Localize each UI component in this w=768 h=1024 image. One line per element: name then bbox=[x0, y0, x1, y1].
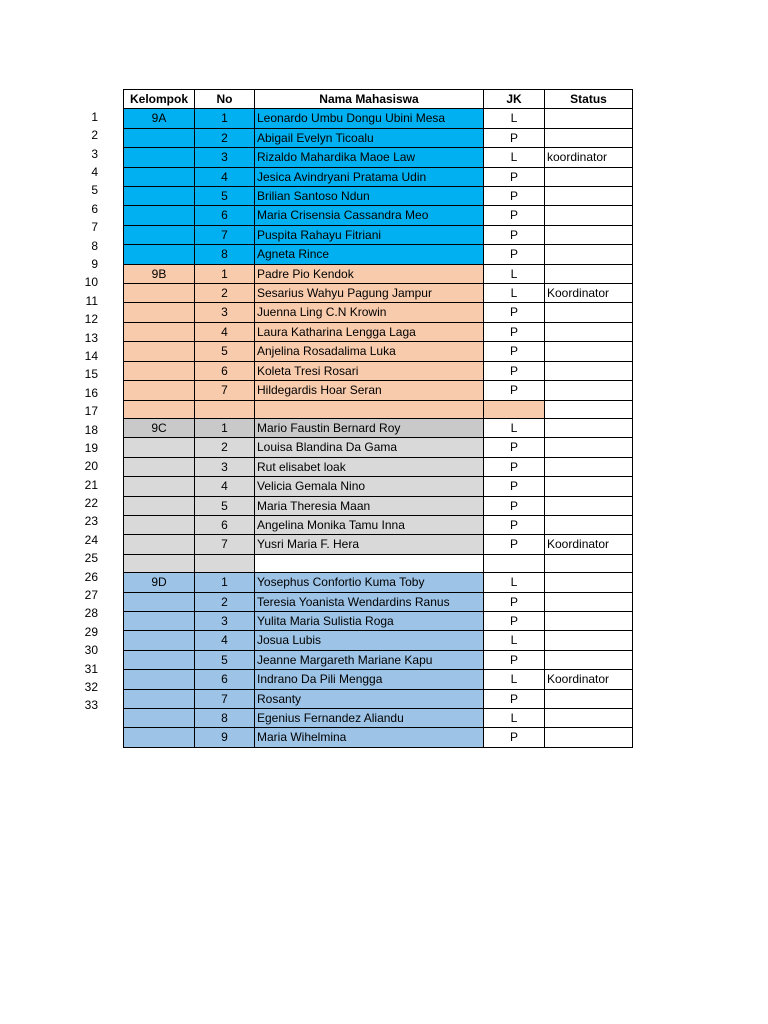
table-row bbox=[124, 573, 633, 592]
cell-no[interactable]: 6 bbox=[195, 361, 255, 380]
table-row bbox=[124, 225, 633, 244]
cell-kelompok[interactable] bbox=[124, 592, 195, 611]
table-row bbox=[124, 689, 633, 708]
table-row bbox=[124, 631, 633, 650]
table-row bbox=[124, 457, 633, 476]
cell-nama[interactable]: Louisa Blandina Da Gama bbox=[255, 438, 484, 457]
cell-no[interactable]: 5 bbox=[195, 187, 255, 206]
header-jk: JK bbox=[484, 90, 545, 109]
cell-no[interactable]: 5 bbox=[195, 496, 255, 515]
cell-status[interactable] bbox=[545, 361, 633, 380]
row-number: 2 bbox=[91, 128, 98, 143]
cell-no[interactable]: 6 bbox=[195, 670, 255, 689]
cell-no[interactable]: 2 bbox=[195, 438, 255, 457]
row-number: 14 bbox=[84, 348, 98, 363]
row-number: 6 bbox=[91, 201, 98, 216]
cell-nama[interactable]: Maria Theresia Maan bbox=[255, 496, 484, 515]
cell-nama[interactable]: Jeanne Margareth Mariane Kapu bbox=[255, 650, 484, 669]
cell-no[interactable]: 2 bbox=[195, 592, 255, 611]
cell-jk[interactable]: P bbox=[484, 496, 545, 515]
cell-kelompok[interactable] bbox=[124, 245, 195, 264]
cell-nama[interactable]: Rut elisabet loak bbox=[255, 457, 484, 476]
cell-kelompok[interactable] bbox=[124, 689, 195, 708]
row-number-column bbox=[60, 108, 116, 715]
cell-jk[interactable]: L bbox=[484, 148, 545, 167]
cell-jk[interactable]: L bbox=[484, 264, 545, 283]
cell-kelompok[interactable] bbox=[124, 303, 195, 322]
cell-nama[interactable] bbox=[255, 554, 484, 572]
cell-kelompok[interactable]: 9A bbox=[124, 109, 195, 128]
cell-status[interactable] bbox=[545, 342, 633, 361]
cell-jk[interactable]: P bbox=[484, 167, 545, 186]
table-row bbox=[124, 167, 633, 186]
header-kelompok: Kelompok bbox=[124, 90, 195, 109]
cell-status[interactable]: Koordinator bbox=[545, 670, 633, 689]
cell-nama[interactable]: Agneta Rince bbox=[255, 245, 484, 264]
row-number: 3 bbox=[91, 146, 98, 161]
row-number: 25 bbox=[84, 551, 98, 566]
cell-status[interactable] bbox=[545, 650, 633, 669]
table-row bbox=[124, 708, 633, 727]
cell-jk[interactable]: P bbox=[484, 611, 545, 630]
cell-jk[interactable]: P bbox=[484, 381, 545, 400]
table-row bbox=[124, 554, 633, 572]
cell-jk[interactable]: P bbox=[484, 225, 545, 244]
cell-status[interactable] bbox=[545, 573, 633, 592]
cell-jk[interactable]: L bbox=[484, 109, 545, 128]
cell-status[interactable] bbox=[545, 554, 633, 572]
cell-status[interactable] bbox=[545, 477, 633, 496]
cell-kelompok[interactable] bbox=[124, 650, 195, 669]
table-row bbox=[124, 611, 633, 630]
cell-status[interactable] bbox=[545, 496, 633, 515]
cell-jk[interactable]: L bbox=[484, 284, 545, 303]
table-row bbox=[124, 535, 633, 554]
row-number: 11 bbox=[85, 293, 98, 308]
table-row bbox=[124, 303, 633, 322]
cell-nama[interactable]: Mario Faustin Bernard Roy bbox=[255, 418, 484, 437]
row-number: 1 bbox=[91, 109, 98, 124]
cell-nama[interactable]: Jesica Avindryani Pratama Udin bbox=[255, 167, 484, 186]
cell-jk[interactable]: P bbox=[484, 650, 545, 669]
cell-jk[interactable]: P bbox=[484, 206, 545, 225]
table-row bbox=[124, 438, 633, 457]
cell-kelompok[interactable] bbox=[124, 496, 195, 515]
cell-nama[interactable]: Indrano Da Pili Mengga bbox=[255, 670, 484, 689]
cell-no[interactable]: 7 bbox=[195, 689, 255, 708]
table-row bbox=[124, 592, 633, 611]
cell-jk[interactable]: P bbox=[484, 342, 545, 361]
row-number: 33 bbox=[84, 698, 98, 713]
table-row bbox=[124, 670, 633, 689]
cell-nama[interactable]: Velicia Gemala Nino bbox=[255, 477, 484, 496]
cell-status[interactable] bbox=[545, 303, 633, 322]
cell-status[interactable] bbox=[545, 438, 633, 457]
cell-kelompok[interactable] bbox=[124, 322, 195, 341]
row-number: 26 bbox=[84, 569, 98, 584]
cell-kelompok[interactable] bbox=[124, 438, 195, 457]
cell-jk[interactable] bbox=[484, 554, 545, 572]
cell-nama[interactable]: Padre Pio Kendok bbox=[255, 264, 484, 283]
cell-nama[interactable]: Josua Lubis bbox=[255, 631, 484, 650]
cell-nama[interactable]: Teresia Yoanista Wendardins Ranus bbox=[255, 592, 484, 611]
cell-nama[interactable]: Leonardo Umbu Dongu Ubini Mesa bbox=[255, 109, 484, 128]
cell-no[interactable]: 4 bbox=[195, 631, 255, 650]
cell-no[interactable]: 7 bbox=[195, 225, 255, 244]
cell-kelompok[interactable] bbox=[124, 187, 195, 206]
cell-no[interactable]: 2 bbox=[195, 128, 255, 147]
cell-status[interactable] bbox=[545, 245, 633, 264]
cell-nama[interactable]: Maria Wihelmina bbox=[255, 728, 484, 747]
cell-status[interactable] bbox=[545, 515, 633, 534]
row-number: 27 bbox=[84, 588, 98, 603]
cell-status[interactable] bbox=[545, 109, 633, 128]
row-number: 12 bbox=[84, 312, 98, 327]
row-number: 16 bbox=[84, 385, 98, 400]
cell-nama[interactable]: Yosephus Confortio Kuma Toby bbox=[255, 573, 484, 592]
cell-status[interactable] bbox=[545, 187, 633, 206]
cell-no[interactable]: 5 bbox=[195, 342, 255, 361]
cell-no[interactable]: 4 bbox=[195, 477, 255, 496]
table-row bbox=[124, 400, 633, 418]
cell-no[interactable]: 6 bbox=[195, 515, 255, 534]
header-status: Status bbox=[545, 90, 633, 109]
table-row bbox=[124, 187, 633, 206]
cell-status[interactable] bbox=[545, 381, 633, 400]
cell-kelompok[interactable] bbox=[124, 148, 195, 167]
cell-jk[interactable]: P bbox=[484, 438, 545, 457]
cell-nama[interactable]: Brilian Santoso Ndun bbox=[255, 187, 484, 206]
row-number: 15 bbox=[84, 367, 98, 382]
header-row bbox=[124, 90, 633, 109]
row-number: 22 bbox=[84, 496, 98, 511]
cell-jk[interactable]: P bbox=[484, 245, 545, 264]
table-row bbox=[124, 496, 633, 515]
table-row bbox=[124, 728, 633, 747]
row-number: 9 bbox=[91, 257, 98, 272]
cell-no[interactable]: 4 bbox=[195, 167, 255, 186]
cell-kelompok[interactable] bbox=[124, 457, 195, 476]
cell-no[interactable]: 1 bbox=[195, 109, 255, 128]
cell-status[interactable] bbox=[545, 611, 633, 630]
cell-status[interactable] bbox=[545, 167, 633, 186]
cell-no[interactable]: 9 bbox=[195, 728, 255, 747]
cell-nama[interactable]: Abigail Evelyn Ticoalu bbox=[255, 128, 484, 147]
row-number: 4 bbox=[91, 165, 98, 180]
cell-no[interactable] bbox=[195, 554, 255, 572]
cell-nama[interactable]: Rosanty bbox=[255, 689, 484, 708]
cell-jk[interactable]: L bbox=[484, 708, 545, 727]
cell-kelompok[interactable] bbox=[124, 477, 195, 496]
cell-no[interactable]: 7 bbox=[195, 535, 255, 554]
header-no: No bbox=[195, 90, 255, 109]
cell-status[interactable] bbox=[545, 708, 633, 727]
cell-jk[interactable]: P bbox=[484, 728, 545, 747]
cell-status[interactable]: Koordinator bbox=[545, 284, 633, 303]
cell-no[interactable]: 8 bbox=[195, 245, 255, 264]
cell-nama[interactable]: Egenius Fernandez Aliandu bbox=[255, 708, 484, 727]
row-number: 23 bbox=[84, 514, 98, 529]
cell-status[interactable] bbox=[545, 592, 633, 611]
cell-nama[interactable]: Laura Katharina Lengga Laga bbox=[255, 322, 484, 341]
cell-nama[interactable] bbox=[255, 400, 484, 418]
row-number: 24 bbox=[84, 532, 98, 547]
cell-kelompok[interactable] bbox=[124, 167, 195, 186]
cell-status[interactable]: Koordinator bbox=[545, 535, 633, 554]
table-row bbox=[124, 148, 633, 167]
row-number: 20 bbox=[84, 459, 98, 474]
cell-status[interactable] bbox=[545, 400, 633, 418]
cell-kelompok[interactable] bbox=[124, 670, 195, 689]
cell-nama[interactable]: Koleta Tresi Rosari bbox=[255, 361, 484, 380]
cell-no[interactable]: 6 bbox=[195, 206, 255, 225]
cell-status[interactable] bbox=[545, 322, 633, 341]
table-row bbox=[124, 650, 633, 669]
cell-nama[interactable]: Sesarius Wahyu Pagung Jampur bbox=[255, 284, 484, 303]
cell-nama[interactable]: Juenna Ling C.N Krowin bbox=[255, 303, 484, 322]
cell-no[interactable]: 7 bbox=[195, 381, 255, 400]
cell-status[interactable] bbox=[545, 418, 633, 437]
cell-no[interactable]: 5 bbox=[195, 650, 255, 669]
cell-nama[interactable]: Anjelina Rosadalima Luka bbox=[255, 342, 484, 361]
cell-status[interactable] bbox=[545, 206, 633, 225]
cell-nama[interactable]: Hildegardis Hoar Seran bbox=[255, 381, 484, 400]
cell-no[interactable]: 2 bbox=[195, 284, 255, 303]
row-number: 32 bbox=[84, 680, 98, 694]
cell-nama[interactable]: Rizaldo Mahardika Maoe Law bbox=[255, 148, 484, 167]
cell-kelompok[interactable] bbox=[124, 400, 195, 418]
cell-kelompok[interactable] bbox=[124, 284, 195, 303]
table-row bbox=[124, 342, 633, 361]
cell-no[interactable]: 4 bbox=[195, 322, 255, 341]
cell-jk[interactable]: P bbox=[484, 361, 545, 380]
cell-kelompok[interactable] bbox=[124, 728, 195, 747]
row-number: 29 bbox=[84, 624, 98, 639]
cell-kelompok[interactable] bbox=[124, 381, 195, 400]
row-number: 8 bbox=[91, 238, 98, 253]
table-row bbox=[124, 322, 633, 341]
table-row bbox=[124, 206, 633, 225]
cell-kelompok[interactable] bbox=[124, 708, 195, 727]
cell-status[interactable] bbox=[545, 264, 633, 283]
cell-jk[interactable]: P bbox=[484, 128, 545, 147]
cell-jk[interactable]: L bbox=[484, 573, 545, 592]
table-row bbox=[124, 284, 633, 303]
cell-jk[interactable]: P bbox=[484, 303, 545, 322]
cell-jk[interactable]: P bbox=[484, 457, 545, 476]
cell-jk[interactable]: P bbox=[484, 515, 545, 534]
cell-no[interactable]: 3 bbox=[195, 303, 255, 322]
cell-no[interactable]: 8 bbox=[195, 708, 255, 727]
cell-kelompok[interactable]: 9D bbox=[124, 573, 195, 592]
cell-kelompok[interactable] bbox=[124, 535, 195, 554]
cell-status[interactable] bbox=[545, 728, 633, 747]
table-row bbox=[124, 515, 633, 534]
cell-status[interactable] bbox=[545, 631, 633, 650]
cell-jk[interactable]: P bbox=[484, 689, 545, 708]
student-group-table bbox=[123, 89, 633, 748]
cell-no[interactable]: 3 bbox=[195, 457, 255, 476]
cell-jk[interactable]: P bbox=[484, 187, 545, 206]
cell-jk[interactable]: P bbox=[484, 535, 545, 554]
cell-jk[interactable]: L bbox=[484, 631, 545, 650]
cell-jk[interactable]: P bbox=[484, 592, 545, 611]
table-row bbox=[124, 264, 633, 283]
cell-status[interactable] bbox=[545, 457, 633, 476]
row-number: 19 bbox=[84, 440, 98, 455]
row-number: 13 bbox=[84, 330, 98, 345]
cell-status[interactable]: koordinator bbox=[545, 148, 633, 167]
cell-jk[interactable]: L bbox=[484, 670, 545, 689]
cell-kelompok[interactable]: 9B bbox=[124, 264, 195, 283]
row-number: 18 bbox=[84, 422, 98, 437]
row-number: 17 bbox=[84, 404, 98, 419]
cell-nama[interactable]: Maria Crisensia Cassandra Meo bbox=[255, 206, 484, 225]
cell-no[interactable]: 3 bbox=[195, 611, 255, 630]
cell-nama[interactable]: Yulita Maria Sulistia Roga bbox=[255, 611, 484, 630]
cell-kelompok[interactable] bbox=[124, 206, 195, 225]
table-row bbox=[124, 418, 633, 437]
cell-no[interactable]: 3 bbox=[195, 148, 255, 167]
row-number: 30 bbox=[84, 643, 98, 658]
row-number: 31 bbox=[84, 661, 98, 676]
table-row bbox=[124, 245, 633, 264]
table-row bbox=[124, 361, 633, 380]
cell-nama[interactable]: Yusri Maria F. Hera bbox=[255, 535, 484, 554]
cell-no[interactable] bbox=[195, 400, 255, 418]
header-nama: Nama Mahasiswa bbox=[255, 90, 484, 109]
cell-kelompok[interactable] bbox=[124, 128, 195, 147]
row-number: 21 bbox=[84, 477, 98, 492]
table-row bbox=[124, 128, 633, 147]
cell-jk[interactable] bbox=[484, 400, 545, 418]
table-row bbox=[124, 109, 633, 128]
cell-no[interactable]: 1 bbox=[195, 573, 255, 592]
cell-status[interactable] bbox=[545, 689, 633, 708]
cell-kelompok[interactable]: 9C bbox=[124, 418, 195, 437]
cell-kelompok[interactable] bbox=[124, 611, 195, 630]
row-number: 28 bbox=[84, 606, 98, 621]
cell-nama[interactable]: Puspita Rahayu Fitriani bbox=[255, 225, 484, 244]
row-number: 10 bbox=[84, 275, 98, 290]
cell-kelompok[interactable] bbox=[124, 225, 195, 244]
cell-kelompok[interactable] bbox=[124, 554, 195, 572]
cell-kelompok[interactable] bbox=[124, 342, 195, 361]
cell-no[interactable]: 1 bbox=[195, 264, 255, 283]
table-row bbox=[124, 477, 633, 496]
row-number: 5 bbox=[91, 183, 98, 198]
row-number: 7 bbox=[91, 220, 98, 235]
cell-kelompok[interactable] bbox=[124, 515, 195, 534]
cell-nama[interactable]: Angelina Monika Tamu Inna bbox=[255, 515, 484, 534]
cell-kelompok[interactable] bbox=[124, 631, 195, 650]
cell-no[interactable]: 1 bbox=[195, 418, 255, 437]
cell-jk[interactable]: L bbox=[484, 418, 545, 437]
cell-kelompok[interactable] bbox=[124, 361, 195, 380]
cell-jk[interactable]: P bbox=[484, 477, 545, 496]
cell-status[interactable] bbox=[545, 225, 633, 244]
cell-status[interactable] bbox=[545, 128, 633, 147]
table-row bbox=[124, 381, 633, 400]
cell-jk[interactable]: P bbox=[484, 322, 545, 341]
